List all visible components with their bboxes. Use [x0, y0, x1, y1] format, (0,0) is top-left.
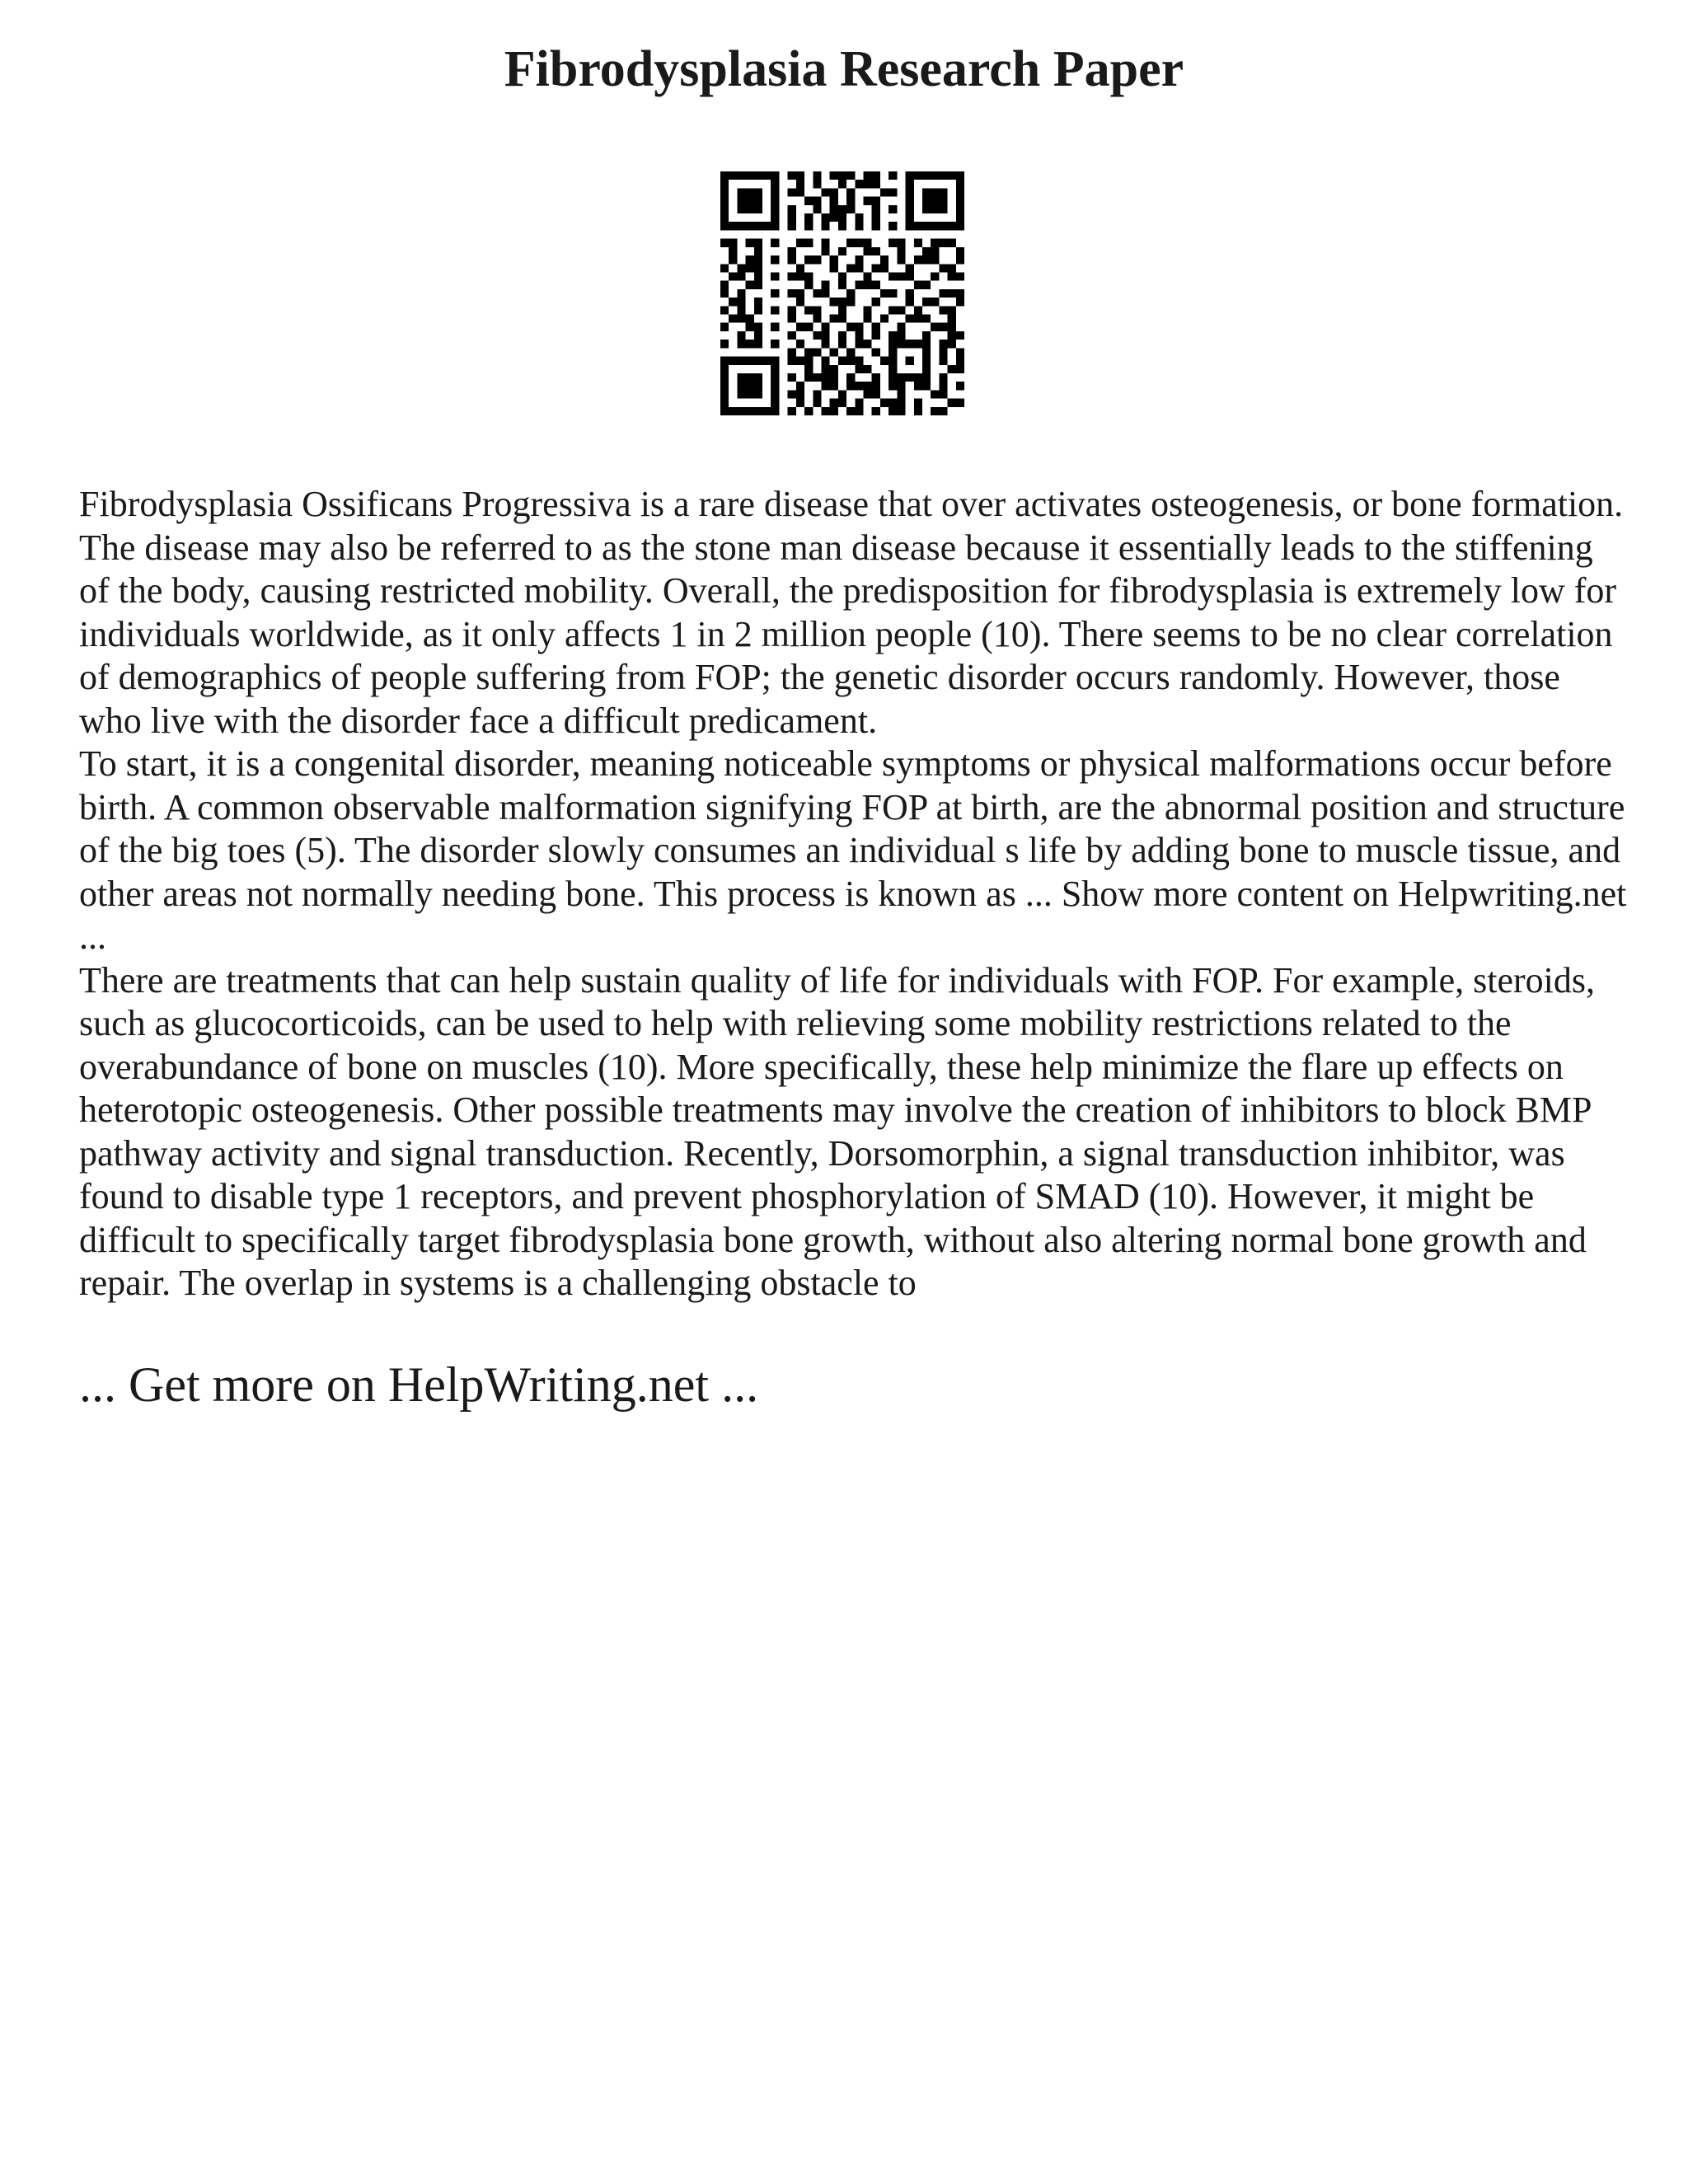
- qr-code-icon: [720, 171, 964, 415]
- paragraph-intro: Fibrodysplasia Ossificans Progressiva is a rare disease that over activates osteogenesis, or bone formation. The disease may also be referred to as the stone man disease because it essentially leads to the stiffening of the body, causing restricted mobility. Overall, the predisposition for fibrodysplasia is extremely low for individuals worldwide, as it only affects 1 in 2 million people (10). There seems to be no clear correlation of demographics of people suffering from FOP; the genetic disorder occurs randomly. However, those who live with the disorder face a difficult predicament.: [79, 484, 1624, 741]
- document-title: Fibrodysplasia Research Paper: [504, 41, 1184, 97]
- paragraph-treatments: There are treatments that can help sustain quality of life for individuals with FOP. For example, steroids, such as glucocorticoids, can be used to help with relieving some mobility restrictions related to the overabundance of bone on muscles (10). More specifically, these help minimize the flare up effects on heterotopic osteogenesis. Other possible treatments may involve the creation of inhibitors to block BMP pathway activity and signal transduction. Recently, Dorsomorphin, a signal transduction inhibitor, was found to disable type 1 receptors, and prevent phosphorylation of SMAD (10). However, it might be difficult to specifically target fibrodysplasia bone growth, without also altering normal bone growth and repair. The overlap in systems is a challenging obstacle to: [79, 959, 1596, 1303]
- paragraph-congenital: To start, it is a congenital disorder, meaning noticeable symptoms or physical malformations occur before birth. A common observable malformation signifying FOP at birth, are the abnormal position and structure of the big toes (5). The disorder slowly consumes an individual s life by adding bone to muscle tissue, and other areas not normally needing bone. This process is known as ... Show more content on Helpwriting.net ...: [79, 743, 1627, 957]
- document-body: [79, 483, 1629, 1305]
- get-more-link[interactable]: ... Get more on HelpWriting.net ...: [79, 1357, 759, 1412]
